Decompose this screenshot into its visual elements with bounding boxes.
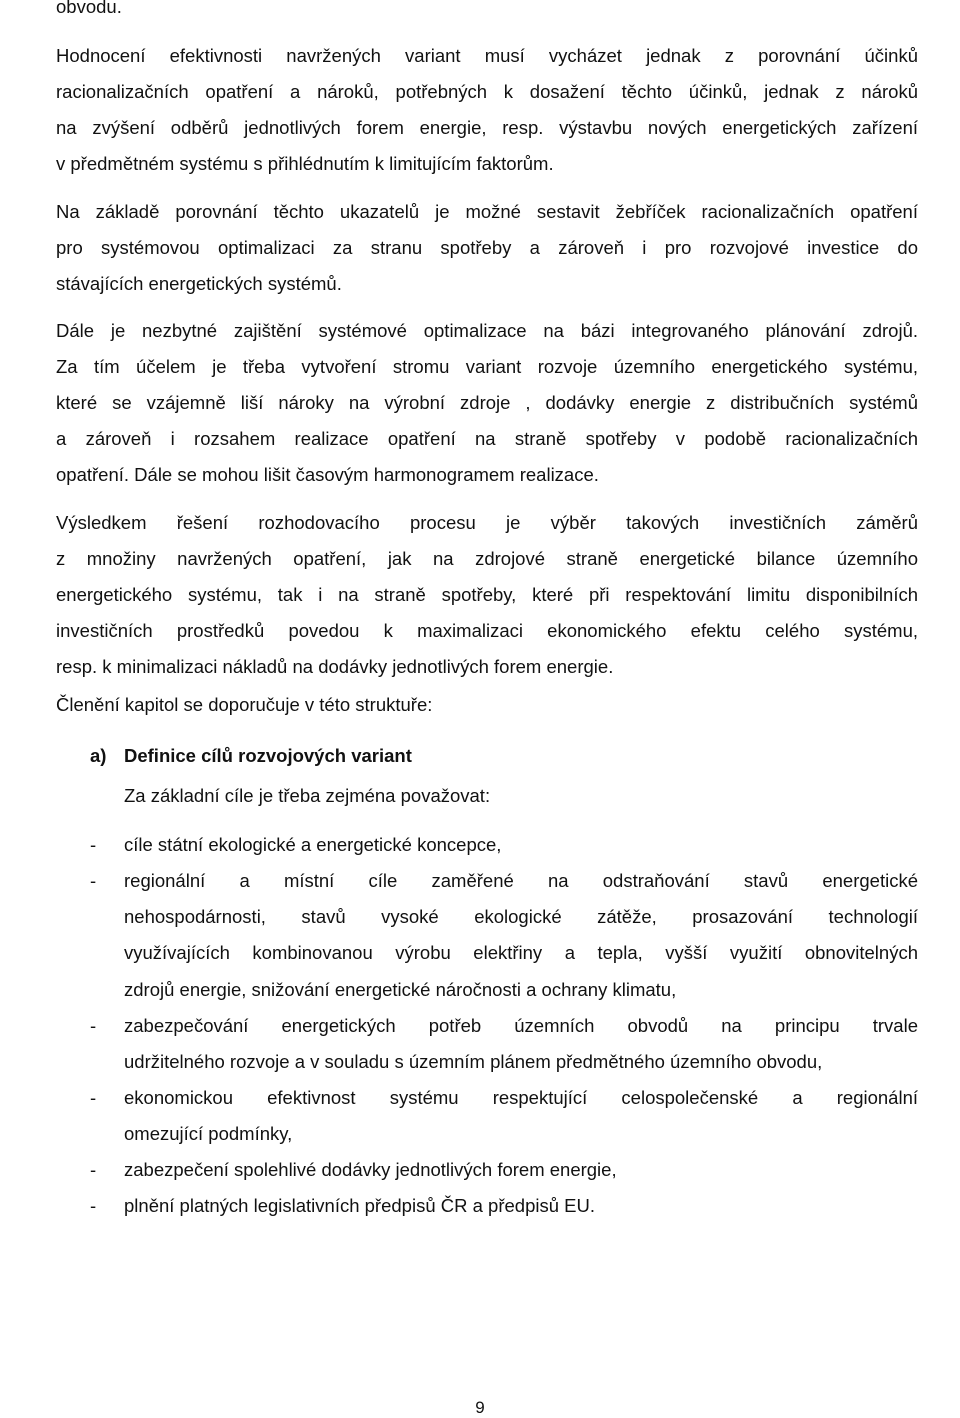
paragraph-line: energetického systému, tak i na straně spotřeby, které při respektování limitu disponibilních (56, 584, 918, 605)
bullet-dash: - (90, 870, 97, 891)
paragraph-line: Na základě porovnání těchto ukazatelů je možné sestavit žebříček racionalizačních opatření (56, 201, 918, 222)
bullet-line: zabezpečení spolehlivé dodávky jednotlivých forem energie, (124, 1159, 617, 1180)
structure-intro: Členění kapitol se doporučuje v této struktuře: (56, 694, 433, 715)
paragraph-line: Výsledkem řešení rozhodovacího procesu je výběr takových investičních záměrů (56, 512, 918, 533)
section-label: a) (90, 745, 107, 766)
bullet-line: omezující podmínky, (124, 1123, 293, 1144)
paragraph-line: racionalizačních opatření a nároků, potřebných k dosažení těchto účinků, jednak z nároků (56, 81, 918, 102)
bullet-line: zabezpečování energetických potřeb územních obvodů na principu trvale (124, 1015, 918, 1036)
bullet-line: zdrojů energie, snižování energetické náročnosti a ochrany klimatu, (124, 979, 677, 1000)
bullet-line: nehospodárnosti, stavů vysoké ekologické zátěže, prosazování technologií (124, 906, 918, 927)
page-number: 9 (475, 1398, 485, 1417)
paragraph-line: které se vzájemně liší nároky na výrobní zdroje , dodávky energie z distribučních systémů (56, 392, 918, 413)
paragraph-line: investičních prostředků povedou k maximalizaci ekonomického efektu celého systému, (56, 620, 918, 641)
paragraph-line: z množiny navržených opatření, jak na zdrojové straně energetické bilance územního (56, 548, 918, 569)
bullet-dash: - (90, 1159, 97, 1180)
bullet-line: regionální a místní cíle zaměřené na odstraňování stavů energetické (124, 870, 918, 891)
top-fragment: obvodu. (56, 0, 122, 17)
bullet-dash: - (90, 1087, 97, 1108)
paragraph-line: resp. k minimalizaci nákladů na dodávky jednotlivých forem energie. (56, 656, 614, 677)
section-title: Definice cílů rozvojových variant (124, 745, 412, 766)
paragraph-line: stávajících energetických systémů. (56, 273, 342, 294)
bullet-dash: - (90, 834, 97, 855)
bullet-line: využívajících kombinovanou výrobu elektřiny a tepla, vyšší využití obnovitelných (124, 942, 918, 963)
paragraph-line: pro systémovou optimalizaci za stranu spotřeby a zároveň i pro rozvojové investice do (56, 237, 918, 258)
section-intro: Za základní cíle je třeba zejména považovat: (124, 785, 491, 806)
bullet-dash: - (90, 1015, 97, 1036)
paragraph-line: a zároveň i rozsahem realizace opatření na straně spotřeby v podobě racionalizačních (56, 428, 918, 449)
bullet-dash: - (90, 1195, 97, 1216)
paragraph-line: opatření. Dále se mohou lišit časovým harmonogramem realizace. (56, 464, 599, 485)
paragraph-line: Dále je nezbytné zajištění systémové optimalizace na bázi integrovaného plánování zdrojů. (56, 320, 918, 341)
bullet-line: plnění platných legislativních předpisů ČR a předpisů EU. (124, 1195, 595, 1216)
paragraph-line: Za tím účelem je třeba vytvoření stromu variant rozvoje územního energetického systému, (56, 356, 918, 377)
paragraph-line: Hodnocení efektivnosti navržených variant musí vycházet jednak z porovnání účinků (56, 45, 918, 66)
paragraph-line: v předmětném systému s přihlédnutím k limitujícím faktorům. (56, 153, 554, 174)
bullet-line: cíle státní ekologické a energetické koncepce, (124, 834, 502, 855)
bullet-line: udržitelného rozvoje a v souladu s územním plánem předmětného územního obvodu, (124, 1051, 823, 1072)
paragraph-line: na zvýšení odběrů jednotlivých forem energie, resp. výstavbu nových energetických zařízení (56, 117, 918, 138)
bullet-line: ekonomickou efektivnost systému respektující celospolečenské a regionální (124, 1087, 918, 1108)
